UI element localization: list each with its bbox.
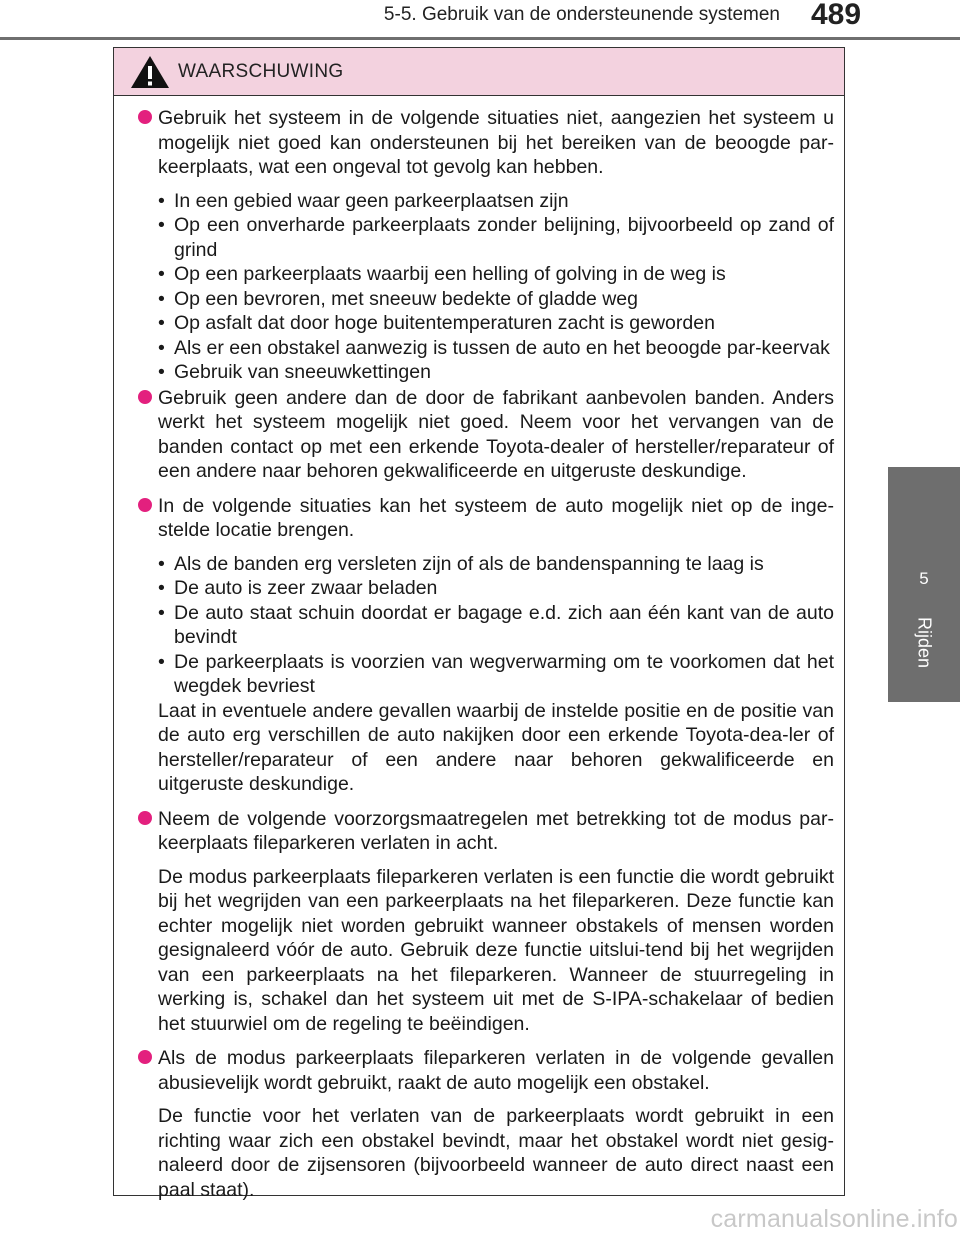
warning-item: Als de modus parkeerplaats fileparkeren verlaten in de volgende gevallen abusievelijk wordt gebruikt, raakt de auto mogelijk een obstakel. <box>114 1046 844 1095</box>
sub-list-item: • Op een onverharde parkeerplaats zonder belijning, bijvoorbeeld op zand of grind <box>158 213 834 262</box>
sub-list <box>114 552 844 699</box>
warning-item: Neem de volgende voorzorgsmaatregelen met betrekking tot de modus par-keerplaats fileparkeren verlaten in acht. <box>114 807 844 856</box>
chapter-side-tab <box>888 467 960 702</box>
sub-list-item: • In een gebied waar geen parkeerplaatsen zijn <box>158 189 834 214</box>
warning-box <box>113 47 845 1201</box>
bullet-icon <box>138 110 152 124</box>
warning-item: In de volgende situaties kan het systeem de auto mogelijk niet op de inge-stelde locatie brengen. <box>114 494 844 543</box>
header-rule <box>0 37 960 40</box>
sub-list <box>114 189 844 385</box>
warning-item: Gebruik geen andere dan de door de fabrikant aanbevolen banden. Anders werkt het systeem mogelijk niet goed. Neem voor het vervangen van de banden contact op met een erkende Toyota-dealer of hersteller/reparateur of een andere naar behoren gekwalificeerde en uitgeruste deskundige. <box>114 386 844 484</box>
paragraph: De functie voor het verlaten van de parkeerplaats wordt gebruikt in een richting waar zich een obstakel bevindt, maar het obstakel wordt niet gesig-naleerd door de zijsensoren (bijvoorbeeld wanneer de auto direct naast een paal staat). <box>158 1105 834 1201</box>
watermark: carmanualsonline.info <box>710 1205 958 1233</box>
chapter-number: 5 <box>919 569 929 588</box>
bullet-icon <box>138 390 152 404</box>
page-number: 489 <box>810 0 862 31</box>
paragraph: De modus parkeerplaats fileparkeren verlaten is een functie die wordt gebruikt bij het wegrijden van een parkeerplaats na het fileparkeren. Deze functie kan echter mogelijk niet worden gebruikt wanneer obstakels of mensen worden gesignaleerd vóór de auto. Gebruik deze functie uitslui-tend bij het wegrijden van een parkeerplaats na het fileparkeren. Wanneer de stuurregeling in werking is, schakel dan het systeem uit met de S-IPA-schakelaar of bedien het stuurwiel om de regeling te beëindigen. <box>158 865 834 1035</box>
warning-triangle-icon <box>130 55 170 89</box>
sub-list-item: • Op een bevroren, met sneeuw bedekte of gladde weg <box>158 287 834 312</box>
sub-list-item: • De auto is zeer zwaar beladen <box>158 576 834 601</box>
sub-list-item: • Als er een obstakel aanwezig is tussen de auto en het beoogde par-keervak <box>158 336 834 361</box>
sub-list-item: • Op een parkeerplaats waarbij een helling of golving in de weg is <box>158 262 834 287</box>
sub-list-item: • Gebruik van sneeuwkettingen <box>158 360 834 385</box>
sub-list-item: • Als de banden erg versleten zijn of als de bandenspanning te laag is <box>158 552 834 577</box>
sub-list-item: • De parkeerplaats is voorzien van wegverwarming om te voorkomen dat het wegdek bevriest <box>158 650 834 699</box>
warning-item: Gebruik het systeem in de volgende situaties niet, aangezien het systeem u mogelijk niet goed kan ondersteunen bij het bereiken van de beoogde par-keerplaats, wat een ongeval tot gevolg kan hebben. <box>114 106 844 180</box>
warning-title: WAARSCHUWING <box>178 60 344 82</box>
bullet-icon <box>138 1050 152 1064</box>
bullet-icon <box>138 811 152 825</box>
sub-list-item: • De auto staat schuin doordat er bagage e.d. zich aan één kant van de auto bevindt <box>158 601 834 650</box>
chapter-label: Rijden <box>914 617 935 669</box>
sub-list-item: • Op asfalt dat door hoge buitentemperaturen zacht is geworden <box>158 311 834 336</box>
paragraph: Laat in eventuele andere gevallen waarbij de instelde positie en de positie van de auto erg verschillen de auto nakijken door een erkende Toyota-dea-ler of hersteller/reparateur of een andere naar behoren gekwalificeerde en uitgeruste deskundige. <box>158 699 834 795</box>
bullet-icon <box>138 498 152 512</box>
warning-content <box>114 106 844 1202</box>
warning-header <box>114 48 844 96</box>
section-title: 5-5. Gebruik van de ondersteunende systemen <box>383 4 780 25</box>
